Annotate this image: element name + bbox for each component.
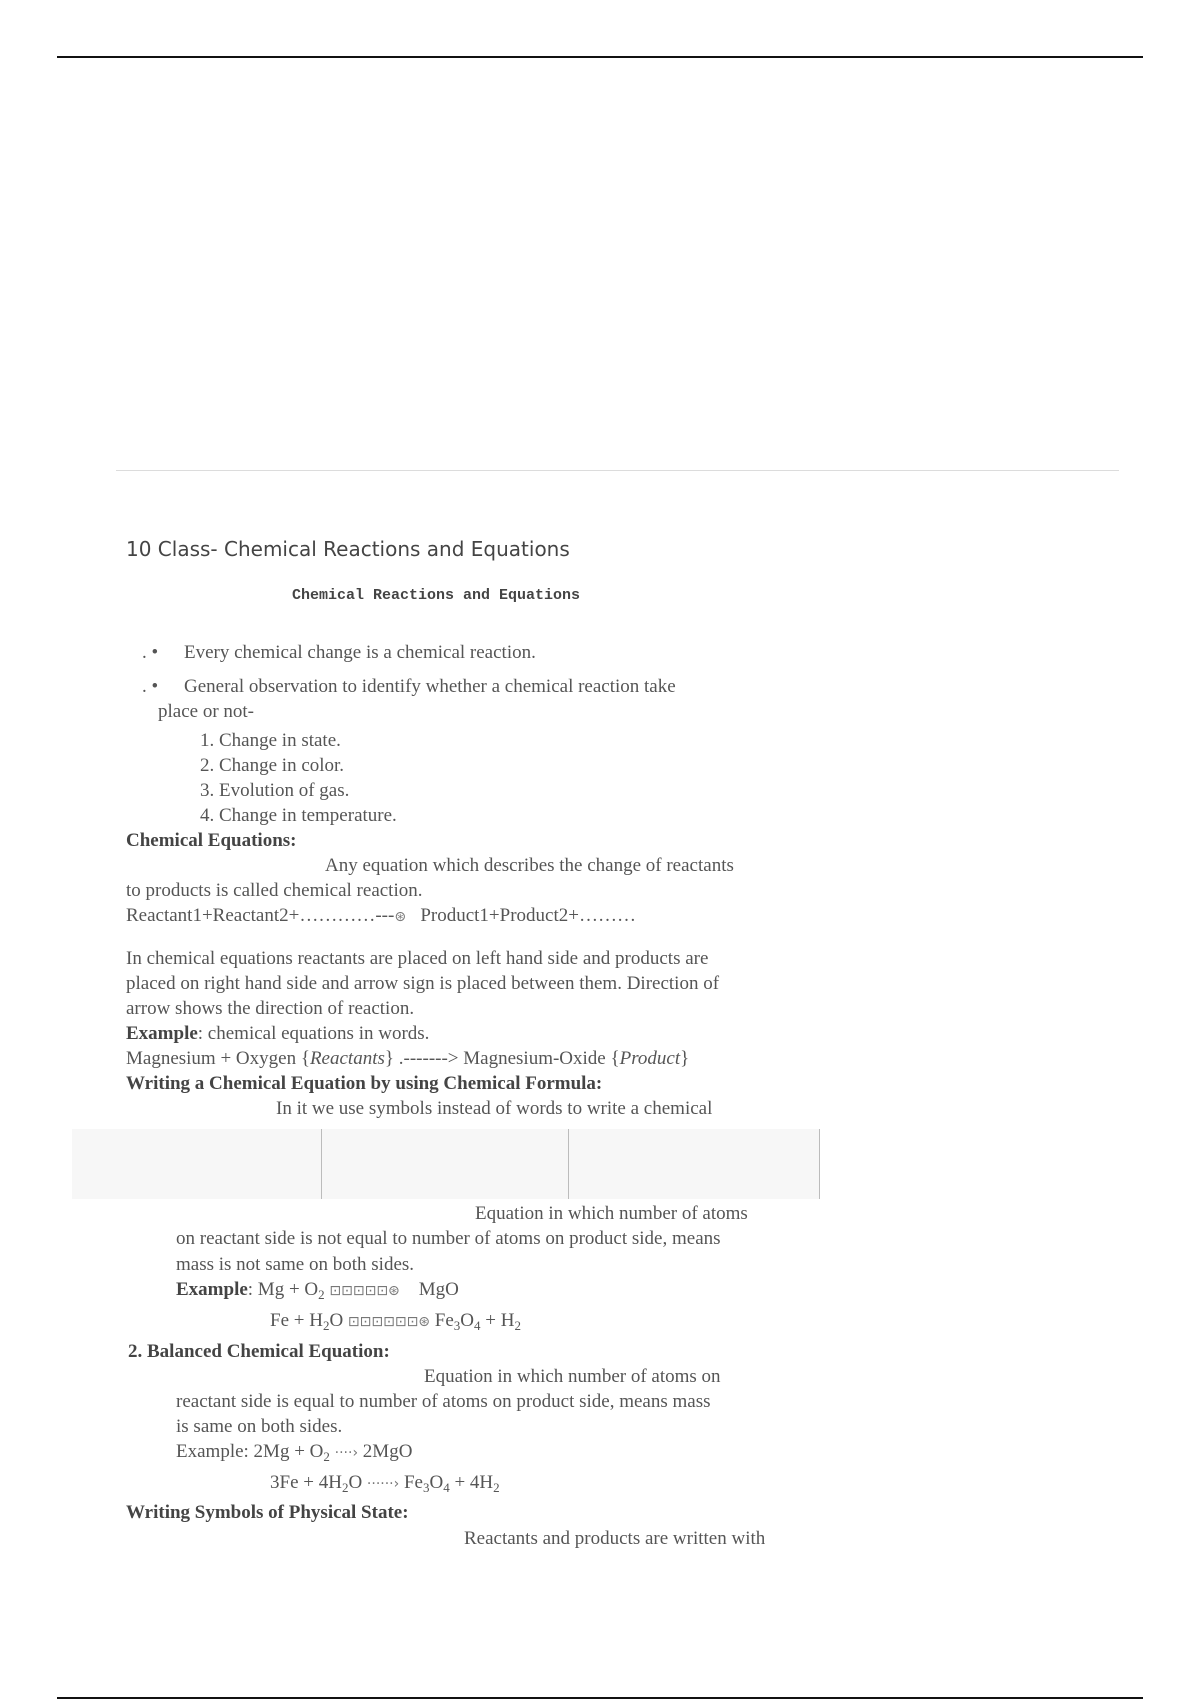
unbalanced-example-2: $Fe + H_2O$ ⊡⊡⊡⊡⊡⊡⊛ $Fe_3O_4 + H_2$ bbox=[270, 1310, 521, 1333]
observation-list bbox=[200, 728, 397, 828]
page-title: 10 Class- Chemical Reactions and Equations bbox=[126, 537, 570, 561]
bullet-text: Every chemical change is a chemical reaction. bbox=[184, 642, 536, 663]
table-strip bbox=[72, 1129, 820, 1199]
balanced-line: Equation in which number of atoms on bbox=[424, 1366, 721, 1387]
bullet-icon: . • bbox=[142, 676, 159, 697]
paragraph-line: arrow shows the direction of reaction. bbox=[126, 998, 415, 1019]
balanced-heading: 2. Balanced Chemical Equation: bbox=[128, 1341, 390, 1362]
list-item bbox=[142, 640, 782, 665]
balanced-line: reactant side is equal to number of atoms on product side, means mass bbox=[176, 1391, 711, 1412]
physical-state-heading: Writing Symbols of Physical State: bbox=[126, 1502, 409, 1523]
arrow-icon: ⊡⊡⊡⊡⊡⊡⊛ bbox=[347, 1314, 431, 1330]
word-equation: Magnesium + Oxygen {Reactants} .-------> Magnesium-Oxide {Product} bbox=[126, 1048, 690, 1069]
physical-state-line: Reactants and products are written with bbox=[464, 1528, 766, 1549]
header-divider bbox=[116, 470, 1119, 471]
list-item: 3. Evolution of gas. bbox=[200, 780, 350, 801]
bullet-text-continued: place or not- bbox=[158, 701, 255, 722]
balanced-example-1: Example: $2Mg + O_2$ ····› 2MgO bbox=[176, 1441, 413, 1464]
top-rule bbox=[57, 56, 1143, 58]
arrow-icon: ······› bbox=[366, 1476, 400, 1492]
balanced-example-2: $3Fe + 4H_2O$ ······› $Fe_3O_4 + 4H_2$ bbox=[270, 1472, 500, 1495]
list-item: 1. Change in state. bbox=[200, 730, 341, 751]
document-subtitle: Chemical Reactions and Equations bbox=[292, 587, 581, 604]
paragraph-line: placed on right hand side and arrow sign is placed between them. Direction of bbox=[126, 973, 720, 994]
example-line: Example: chemical equations in words. bbox=[126, 1023, 430, 1044]
formula-line: In it we use symbols instead of words to write a chemical bbox=[276, 1098, 713, 1119]
list-item: 2. Change in color. bbox=[200, 755, 345, 776]
general-equation: Reactant1+Reactant2+…………---⊛ Product1+Product2+……… bbox=[126, 905, 636, 926]
definition-line: Any equation which describes the change of reactants bbox=[325, 855, 734, 876]
arrow-icon: ⊛ bbox=[394, 909, 407, 925]
table-divider bbox=[568, 1129, 569, 1199]
arrow-icon: ····› bbox=[334, 1445, 359, 1461]
unbalanced-example-1: Example: $Mg + O_2$ ⊡⊡⊡⊡⊡⊛ MgO bbox=[176, 1279, 459, 1302]
table-divider bbox=[819, 1129, 820, 1199]
bottom-rule bbox=[57, 1697, 1143, 1699]
formula-heading: Writing a Chemical Equation by using Chemical Formula: bbox=[126, 1073, 603, 1094]
balanced-line: is same on both sides. bbox=[176, 1416, 343, 1437]
list-item: 4. Change in temperature. bbox=[200, 805, 397, 826]
table-divider bbox=[321, 1129, 322, 1199]
arrow-icon: ⊡⊡⊡⊡⊡⊛ bbox=[329, 1283, 400, 1299]
unbalanced-line: mass is not same on both sides. bbox=[176, 1254, 415, 1275]
unbalanced-line: on reactant side is not equal to number of atoms on product side, means bbox=[176, 1228, 721, 1249]
definition-line: to products is called chemical reaction. bbox=[126, 880, 423, 901]
bullet-text: General observation to identify whether a chemical reaction take bbox=[184, 676, 676, 697]
chemical-equations-heading: Chemical Equations: bbox=[126, 830, 297, 851]
unbalanced-line: Equation in which number of atoms bbox=[475, 1203, 748, 1224]
list-item bbox=[142, 674, 782, 724]
bullet-list bbox=[142, 640, 782, 733]
paragraph-line: In chemical equations reactants are placed on left hand side and products are bbox=[126, 948, 709, 969]
bullet-icon: . • bbox=[142, 642, 159, 663]
